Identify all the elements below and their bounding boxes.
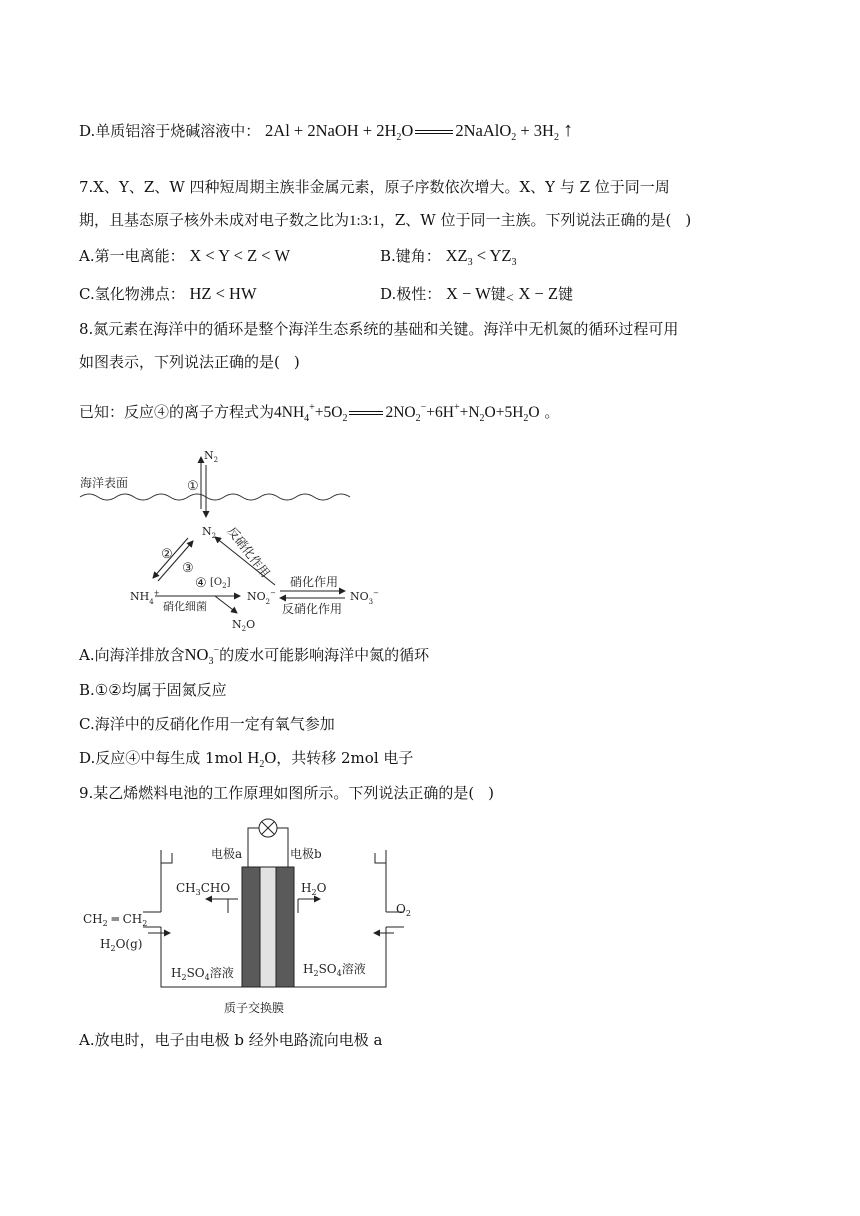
o2-condition-label: $[O_2]$ — [210, 577, 231, 590]
no2-label: $NO_2^-$ — [247, 589, 276, 606]
electrode-a-label: 电极a — [211, 847, 243, 861]
q8-option-b: B.①②均属于固氮反应 — [79, 681, 227, 699]
fuel-cell-diagram — [78, 815, 428, 1020]
q7-ratio: 1:3:1 — [349, 213, 380, 229]
nitrification-label: 硝化作用 — [290, 575, 339, 589]
q7-option-c: C.氢化物沸点： HZ < HW — [79, 284, 257, 303]
q6-option-d-equation: 2Al + 2NaOH + $2H_2O$ 2NaAlO$_2$ + $3H_2$ ↑ — [265, 119, 574, 143]
q7-stem-line2: 期，且基态原子核外未成对电子数之比为1:3:1，Z、W 位于同一主族。下列说法正确的是( ) — [79, 211, 692, 229]
n2o-label: $N_2O$ — [232, 618, 256, 633]
nitrogen-cycle-diagram — [75, 445, 385, 635]
electrode-b — [276, 867, 294, 987]
q7-option-b: B.键角： $XZ_3 < YZ_3$ — [380, 246, 517, 268]
q7-option-a-formula: X < Y < Z < W — [189, 246, 291, 265]
water-vapor-label: $H_2O(g)$ — [100, 937, 143, 953]
proton-exchange-membrane — [260, 867, 276, 987]
q8-option-d: D.反应④中每生成 1mol $H_2O$，共转移 2mol 电子 — [79, 748, 414, 770]
sea-surface-wave — [80, 494, 350, 500]
electrode-b-label: 电极b — [290, 847, 322, 861]
h2so4-right-label: $H_2SO_4$溶液 — [303, 962, 366, 978]
reaction-1-label: ① — [187, 479, 199, 494]
denitrification-diagonal-label: 反硝化作用 — [224, 524, 273, 581]
q7-stem-line1: 7.X、Y、Z、W 四种短周期主族非金属元素，原子序数依次增大。X、Y 与 Z 位于同一周 — [79, 178, 670, 196]
q8-option-c: C.海洋中的反硝化作用一定有氧气参加 — [79, 715, 335, 733]
q8-stem-line1: 8.氮元素在海洋中的循环是整个海洋生态系统的基础和关键。海洋中无机氮的循环过程可用 — [79, 320, 679, 338]
q6-option-d — [79, 120, 573, 141]
n2-top-label: $N_2$ — [204, 449, 219, 464]
reaction-4-label: ④ — [195, 576, 207, 591]
nh4-label: $NH_4^+$ — [130, 589, 160, 606]
reaction-3-label: ③ — [182, 561, 194, 576]
q7-option-b-formula: $XZ_3 < YZ_3$ — [445, 246, 517, 268]
electrode-a — [242, 867, 260, 987]
h2o-product-label: $H_2O$ — [301, 881, 327, 897]
ch3cho-label: $CH_3CHO$ — [176, 881, 231, 897]
membrane-label: 质子交换膜 — [224, 1001, 285, 1015]
q7-option-d: D.极性： X − W键< X − Z键 — [380, 284, 574, 306]
q8-option-a: A.向海洋排放含$NO_3^-$的废水可能影响海洋中氮的循环 — [79, 645, 430, 667]
q9-stem: 9.某乙烯燃料电池的工作原理如图所示。下列说法正确的是( ) — [79, 784, 495, 802]
no3-label: $NO_3^-$ — [350, 589, 379, 606]
reaction-2-label: ② — [161, 547, 173, 562]
o2-label: $O_2$ — [396, 902, 411, 918]
q6-option-d-label: D.单质铝溶于烧碱溶液中： — [79, 122, 261, 140]
denitrification-label: 反硝化作用 — [282, 602, 343, 616]
q7-option-a: A.第一电离能： X < Y < Z < W — [79, 246, 291, 265]
n2-middle-label: $N_2$ — [202, 525, 217, 540]
sea-surface-label: 海洋表面 — [80, 476, 129, 490]
q9-option-a: A.放电时，电子由电极 b 经外电路流向电极 a — [79, 1031, 383, 1049]
nitrifying-bacteria-label: 硝化细菌 — [163, 600, 207, 613]
h2so4-left-label: $H_2SO_4$溶液 — [171, 966, 234, 982]
ethylene-label: $CH_2$ ═ $CH_2$ — [83, 912, 148, 928]
q8-known-equation: 已知：反应④的离子方程式为$4NH_4^++5O_2$ $2NO_2^-+6H^++N_2O+5H_2O$ 。 — [79, 402, 560, 424]
q8-stem-line2: 如图表示，下列说法正确的是( ) — [79, 353, 300, 371]
q7-option-c-formula: HZ < HW — [189, 284, 257, 303]
